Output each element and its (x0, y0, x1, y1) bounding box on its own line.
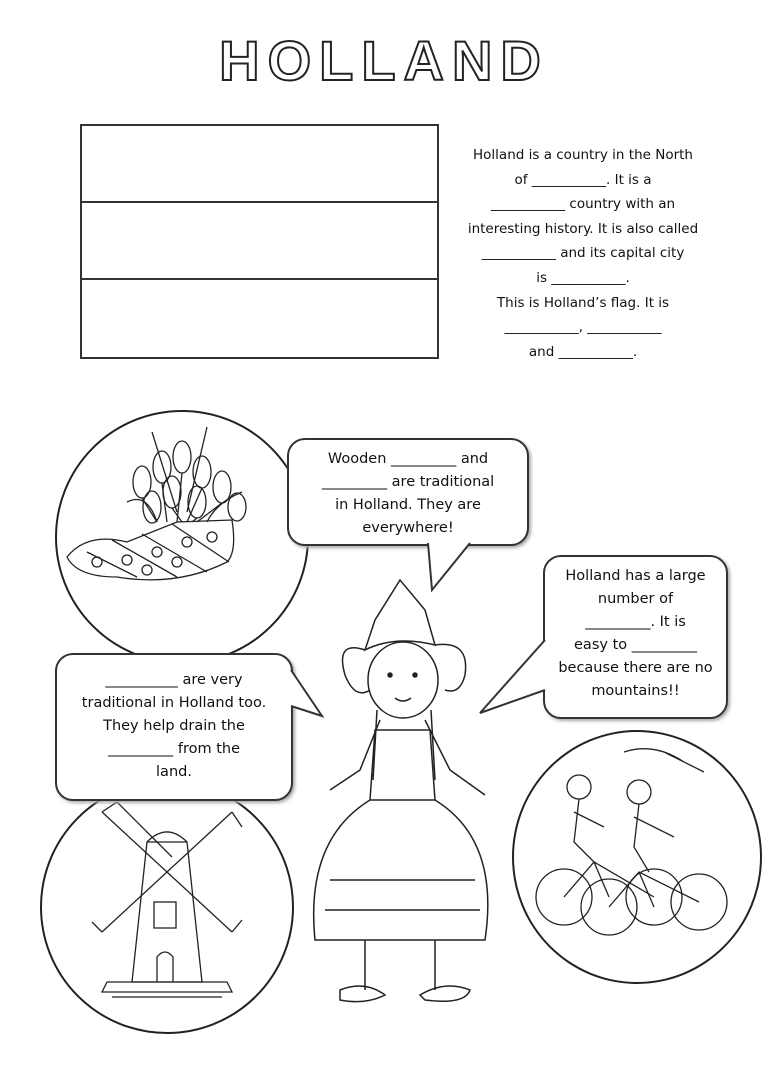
intro-line: and ___________. (528, 343, 638, 360)
windmill-circle (40, 780, 294, 1034)
intro-line: ___________ country with an (490, 196, 676, 213)
intro-line: of ___________. It is a (514, 171, 652, 188)
intro-line: Holland is a country in the North (473, 147, 693, 163)
bubble-line: everywhere! (362, 520, 454, 536)
cyclists-circle (512, 730, 762, 984)
flag-stripe-bottom[interactable] (82, 280, 437, 357)
intro-line: interesting history. It is also called (467, 220, 699, 237)
bubble-line: in Holland. They are (335, 497, 481, 513)
bubble-line: __________ are very (105, 672, 243, 688)
flag-stripe-top[interactable] (82, 126, 437, 203)
bubble-line: mountains!! (591, 683, 680, 699)
bubble-line: traditional in Holland too. (81, 695, 267, 711)
bubble-line: because there are no (558, 660, 713, 676)
bubble-line: Holland has a large (565, 568, 706, 584)
bubble-line: easy to _________ (574, 637, 697, 653)
intro-line: This is Holland’s flag. It is (496, 294, 670, 311)
bubble-tail (290, 668, 330, 728)
intro-paragraph (448, 143, 718, 364)
bubble-line: land. (156, 764, 192, 780)
tulips-clog-circle (55, 410, 309, 664)
bubble-line: _________ from the (107, 741, 240, 757)
intro-line: ___________ and its capital city (481, 245, 685, 262)
bubble-line: They help drain the (103, 718, 245, 734)
flag-outline[interactable] (80, 124, 439, 359)
speech-bubble-bikes (543, 555, 728, 719)
bubble-line: number of (597, 591, 674, 607)
tulips-clog-illustration (57, 412, 307, 662)
windmill-illustration (42, 782, 292, 1032)
bubble-line: Wooden _________ and (327, 451, 489, 467)
intro-line: ___________, ___________ (504, 319, 662, 336)
flag-stripe-middle[interactable] (82, 203, 437, 280)
cyclists-illustration (514, 732, 760, 982)
speech-bubble-windmills (55, 653, 293, 801)
page-title: HOLLAND (219, 29, 549, 92)
intro-line: is ___________. (536, 269, 630, 286)
speech-bubble-clogs (287, 438, 529, 546)
bubble-tail (478, 640, 548, 720)
bubble-tail (420, 543, 480, 593)
bubble-line: _________ are traditional (321, 474, 495, 490)
bubble-line: _________. It is (585, 614, 686, 630)
